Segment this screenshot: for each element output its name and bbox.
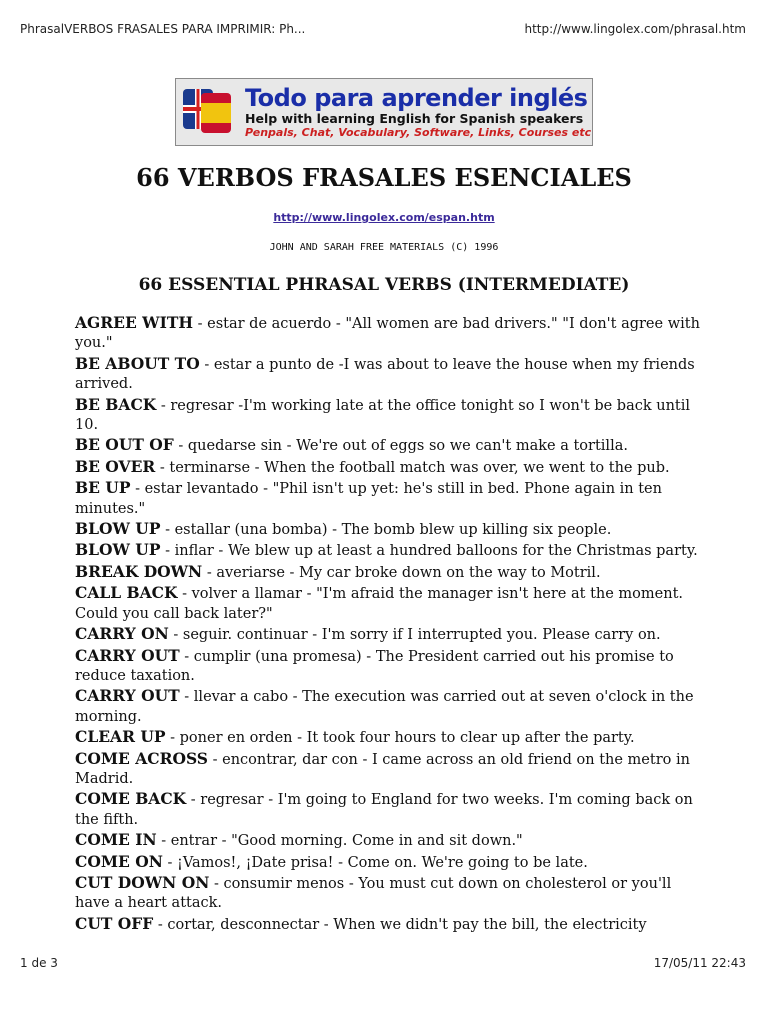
list-item	[75, 562, 700, 583]
list-item	[75, 624, 700, 645]
phrasal-verb-list	[75, 313, 700, 935]
print-footer	[20, 956, 746, 974]
phrasal-verb-term: COME BACK	[75, 789, 187, 809]
print-datetime: 17/05/11 22:43	[653, 956, 746, 970]
list-item	[75, 727, 700, 748]
banner-title: Todo para aprender inglés	[245, 83, 588, 112]
phrasal-verb-term: BLOW UP	[75, 540, 161, 560]
phrasal-verb-term: AGREE WITH	[75, 313, 194, 332]
phrasal-verb-term: CARRY ON	[75, 624, 169, 644]
phrasal-verb-term: COME IN	[75, 830, 157, 850]
phrasal-verb-term: CARRY OUT	[75, 686, 180, 706]
phrasal-verb-definition: - consumir menos - You must cut down on cholesterol or you'll have a heart attack.	[75, 875, 672, 912]
banner-text	[237, 83, 592, 140]
phrasal-verb-term: CUT DOWN ON	[75, 872, 210, 892]
phrasal-verb-term: CLEAR UP	[75, 727, 166, 747]
phrasal-verb-definition: - poner en orden - It took four hours to clear up after the party.	[165, 730, 635, 747]
phrasal-verb-term: CUT OFF	[75, 913, 154, 933]
espan-link[interactable]: http://www.lingolex.com/espan.htm	[273, 211, 495, 224]
phrasal-verb-definition: - encontrar, dar con - I came across an old friend on the metro in Madrid.	[75, 751, 690, 787]
list-item	[75, 830, 700, 851]
phrasal-verb-definition: - regresar - I'm going to England for two weeks. I'm coming back on the fifth.	[75, 792, 693, 828]
phrasal-verb-definition: - estar levantado - "Phil isn't up yet: he's still in bed. Phone again in ten minutes."	[75, 481, 662, 517]
list-item	[75, 583, 700, 624]
banner-tagline: Penpals, Chat, Vocabulary, Software, Links, Courses etc	[245, 126, 592, 140]
banner-subtitle: Help with learning English for Spanish speakers	[245, 110, 584, 126]
list-item	[75, 519, 700, 540]
list-item	[75, 354, 700, 395]
phrasal-verb-term: COME ON	[75, 851, 163, 871]
flags-icon	[179, 79, 237, 145]
phrasal-verb-term: BLOW UP	[75, 519, 161, 539]
phrasal-verb-definition: - volver a llamar - "I'm afraid the manager isn't here at the moment. Could you call back later?"	[75, 586, 684, 622]
page-title: 66 VERBOS FRASALES ESENCIALES	[136, 163, 632, 192]
site-banner[interactable]	[175, 78, 593, 146]
phrasal-verb-definition: - quedarse sin - We're out of eggs so we can't make a tortilla.	[173, 438, 628, 455]
list-item	[75, 313, 700, 354]
phrasal-verb-definition: - seguir. continuar - I'm sorry if I interrupted you. Please carry on.	[168, 627, 661, 644]
phrasal-verb-term: BREAK DOWN	[75, 561, 203, 581]
phrasal-verb-definition: - llevar a cabo - The execution was carried out at seven o'clock in the morning.	[75, 689, 694, 725]
phrasal-verb-definition: - regresar -I'm working late at the office tonight so I won't be back until 10.	[75, 397, 691, 434]
page-number: 1 de 3	[20, 956, 58, 970]
list-item	[75, 435, 700, 456]
list-item	[75, 789, 700, 830]
list-item	[75, 914, 700, 935]
phrasal-verb-term: BE OVER	[75, 456, 156, 476]
list-item	[75, 852, 700, 873]
phrasal-verb-definition: - averiarse - My car broke down on the way to Motril.	[202, 564, 601, 581]
list-item	[75, 749, 700, 790]
phrasal-verb-term: CALL BACK	[75, 583, 178, 603]
phrasal-verb-term: COME ACROSS	[75, 748, 208, 768]
phrasal-verb-term: BE BACK	[75, 394, 157, 414]
espan-link-container	[0, 211, 768, 224]
phrasal-verb-term: BE UP	[75, 478, 131, 498]
phrasal-verb-definition: - estar de acuerdo - "All women are bad drivers." "I don't agree with you."	[75, 316, 700, 352]
phrasal-verb-definition: - entrar - "Good morning. Come in and sit down."	[156, 833, 523, 850]
list-item	[75, 873, 700, 914]
spain-flag-icon	[201, 93, 231, 133]
print-header-title: PhrasalVERBOS FRASALES PARA IMPRIMIR: Ph...	[20, 22, 306, 36]
phrasal-verb-definition: - terminarse - When the football match was over, we went to the pub.	[155, 459, 670, 476]
phrasal-verb-definition: - cortar, desconnectar - When we didn't pay the bill, the electricity	[153, 916, 647, 933]
print-header	[20, 22, 746, 40]
phrasal-verb-definition: - cumplir (una promesa) - The President carried out his promise to reduce taxation.	[75, 648, 674, 684]
phrasal-verb-definition: - estar a punto de -I was about to leave the house when my friends arrived.	[75, 356, 695, 393]
phrasal-verb-term: BE ABOUT TO	[75, 353, 200, 373]
phrasal-verb-definition: - inflar - We blew up at least a hundred balloons for the Christmas party.	[160, 543, 698, 560]
phrasal-verb-definition: - ¡Vamos!, ¡Date prisa! - Come on. We're going to be late.	[162, 854, 588, 871]
phrasal-verb-definition: - estallar (una bomba) - The bomb blew up killing six people.	[160, 522, 612, 539]
list-item	[75, 540, 700, 561]
print-header-url: http://www.lingolex.com/phrasal.htm	[524, 22, 746, 36]
list-item	[75, 478, 700, 519]
phrasal-verb-term: CARRY OUT	[75, 645, 180, 665]
section-title: 66 ESSENTIAL PHRASAL VERBS (INTERMEDIATE)	[138, 275, 630, 295]
list-item	[75, 646, 700, 687]
phrasal-verb-term: BE OUT OF	[75, 435, 174, 455]
list-item	[75, 395, 700, 436]
copyright-notice: JOHN AND SARAH FREE MATERIALS (C) 1996	[269, 242, 499, 253]
list-item	[75, 457, 700, 478]
list-item	[75, 686, 700, 727]
